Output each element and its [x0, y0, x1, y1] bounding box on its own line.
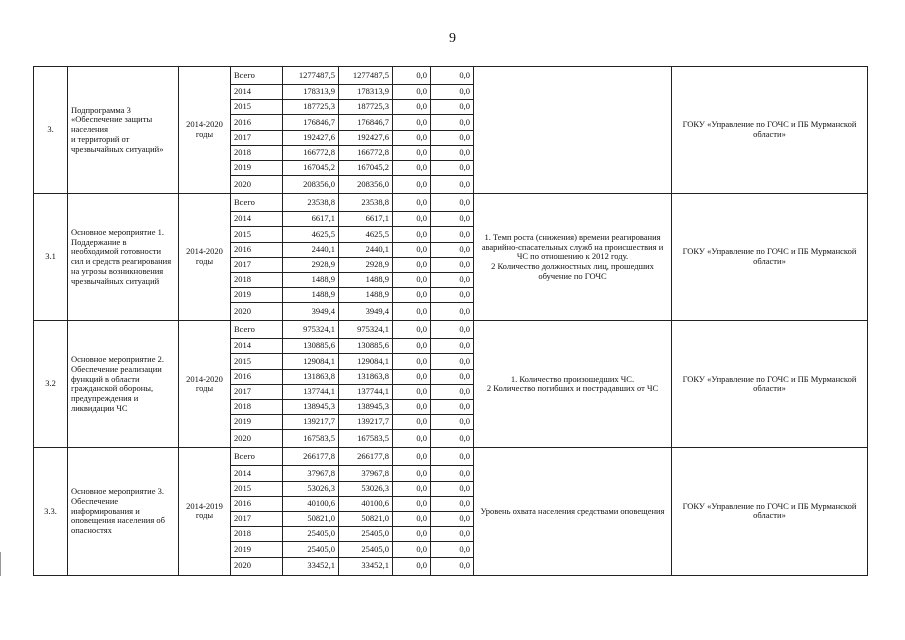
- federal-cell: 0,0: [393, 242, 431, 257]
- regional-cell: 3949,4: [339, 303, 393, 321]
- total-cell: 137744,1: [283, 384, 339, 399]
- executor-cell: ГОКУ «Управление по ГОЧС и ПБ Мурманской области»: [672, 321, 868, 448]
- regional-cell: 167045,2: [339, 160, 393, 175]
- regional-cell: 139217,7: [339, 415, 393, 430]
- table-row: [34, 321, 868, 339]
- total-cell: 23538,8: [283, 194, 339, 212]
- other-cell: 0,0: [431, 542, 474, 557]
- indicators-cell: Уровень охвата населения средствами оповещения: [474, 448, 672, 575]
- year-cell: Всего: [231, 321, 283, 339]
- federal-cell: 0,0: [393, 321, 431, 339]
- total-cell: 3949,4: [283, 303, 339, 321]
- other-cell: 0,0: [431, 400, 474, 415]
- total-cell: 178313,9: [283, 85, 339, 100]
- regional-cell: 25405,0: [339, 542, 393, 557]
- item-period: 2014-2020 годы: [179, 67, 231, 194]
- item-number: 3.1: [34, 194, 68, 321]
- year-cell: 2017: [231, 130, 283, 145]
- total-cell: 1488,9: [283, 272, 339, 287]
- federal-cell: 0,0: [393, 145, 431, 160]
- federal-cell: 0,0: [393, 430, 431, 448]
- year-cell: 2014: [231, 466, 283, 481]
- federal-cell: 0,0: [393, 85, 431, 100]
- regional-cell: 37967,8: [339, 466, 393, 481]
- year-cell: 2017: [231, 384, 283, 399]
- regional-cell: 53026,3: [339, 481, 393, 496]
- regional-cell: 975324,1: [339, 321, 393, 339]
- regional-cell: 4625,5: [339, 227, 393, 242]
- other-cell: 0,0: [431, 67, 474, 85]
- other-cell: 0,0: [431, 303, 474, 321]
- year-cell: 2019: [231, 288, 283, 303]
- federal-cell: 0,0: [393, 257, 431, 272]
- federal-cell: 0,0: [393, 67, 431, 85]
- federal-cell: 0,0: [393, 115, 431, 130]
- total-cell: 33452,1: [283, 557, 339, 575]
- total-cell: 53026,3: [283, 481, 339, 496]
- federal-cell: 0,0: [393, 288, 431, 303]
- year-cell: 2016: [231, 496, 283, 511]
- regional-cell: 25405,0: [339, 527, 393, 542]
- year-cell: Всего: [231, 448, 283, 466]
- regional-cell: 131863,8: [339, 369, 393, 384]
- item-name: Подпрограмма 3 «Обеспечение защиты населения и территорий от чрезвычайных ситуаций»: [68, 67, 179, 194]
- other-cell: 0,0: [431, 160, 474, 175]
- total-cell: 139217,7: [283, 415, 339, 430]
- other-cell: 0,0: [431, 496, 474, 511]
- year-cell: 2020: [231, 303, 283, 321]
- other-cell: 0,0: [431, 212, 474, 227]
- total-cell: 2440,1: [283, 242, 339, 257]
- year-cell: 2014: [231, 212, 283, 227]
- total-cell: 208356,0: [283, 176, 339, 194]
- federal-cell: 0,0: [393, 369, 431, 384]
- total-cell: 2928,9: [283, 257, 339, 272]
- federal-cell: 0,0: [393, 100, 431, 115]
- total-cell: 167045,2: [283, 160, 339, 175]
- indicators-cell: [474, 67, 672, 194]
- regional-cell: 187725,3: [339, 100, 393, 115]
- year-cell: 2016: [231, 242, 283, 257]
- other-cell: 0,0: [431, 527, 474, 542]
- year-cell: 2016: [231, 369, 283, 384]
- item-number: 3.3.: [34, 448, 68, 575]
- margin-mark: [0, 552, 1, 576]
- item-name: Основное мероприятие 3. Обеспечение информирования и оповещения населения об опасностях: [68, 448, 179, 575]
- federal-cell: 0,0: [393, 194, 431, 212]
- federal-cell: 0,0: [393, 160, 431, 175]
- total-cell: 187725,3: [283, 100, 339, 115]
- other-cell: 0,0: [431, 242, 474, 257]
- other-cell: 0,0: [431, 115, 474, 130]
- year-cell: 2018: [231, 145, 283, 160]
- other-cell: 0,0: [431, 85, 474, 100]
- item-name: Основное мероприятие 1. Поддержание в необходимой готовности сил и средств реагирования на угрозы возникновения чрезвычайных ситуаций: [68, 194, 179, 321]
- other-cell: 0,0: [431, 257, 474, 272]
- total-cell: 40100,6: [283, 496, 339, 511]
- item-number: 3.2: [34, 321, 68, 448]
- regional-cell: 33452,1: [339, 557, 393, 575]
- executor-cell: ГОКУ «Управление по ГОЧС и ПБ Мурманской области»: [672, 448, 868, 575]
- executor-cell: ГОКУ «Управление по ГОЧС и ПБ Мурманской области»: [672, 194, 868, 321]
- regional-cell: 1488,9: [339, 272, 393, 287]
- regional-cell: 2928,9: [339, 257, 393, 272]
- item-number: 3.: [34, 67, 68, 194]
- other-cell: 0,0: [431, 321, 474, 339]
- total-cell: 192427,6: [283, 130, 339, 145]
- federal-cell: 0,0: [393, 212, 431, 227]
- table-row: [34, 67, 868, 85]
- federal-cell: 0,0: [393, 130, 431, 145]
- other-cell: 0,0: [431, 511, 474, 526]
- year-cell: 2015: [231, 100, 283, 115]
- other-cell: 0,0: [431, 100, 474, 115]
- executor-cell: ГОКУ «Управление по ГОЧС и ПБ Мурманской области»: [672, 67, 868, 194]
- total-cell: 1277487,5: [283, 67, 339, 85]
- other-cell: 0,0: [431, 227, 474, 242]
- other-cell: 0,0: [431, 557, 474, 575]
- total-cell: 975324,1: [283, 321, 339, 339]
- other-cell: 0,0: [431, 176, 474, 194]
- year-cell: 2017: [231, 511, 283, 526]
- year-cell: Всего: [231, 194, 283, 212]
- total-cell: 6617,1: [283, 212, 339, 227]
- regional-cell: 130885,6: [339, 339, 393, 354]
- indicators-cell: 1. Количество произошедших ЧС. 2 Количество погибших и пострадавших от ЧС: [474, 321, 672, 448]
- year-cell: 2018: [231, 527, 283, 542]
- federal-cell: 0,0: [393, 303, 431, 321]
- year-cell: 2020: [231, 176, 283, 194]
- federal-cell: 0,0: [393, 542, 431, 557]
- year-cell: 2014: [231, 85, 283, 100]
- regional-cell: 1277487,5: [339, 67, 393, 85]
- regional-cell: 129084,1: [339, 354, 393, 369]
- federal-cell: 0,0: [393, 339, 431, 354]
- regional-cell: 1488,9: [339, 288, 393, 303]
- other-cell: 0,0: [431, 430, 474, 448]
- regional-cell: 167583,5: [339, 430, 393, 448]
- federal-cell: 0,0: [393, 272, 431, 287]
- item-period: 2014-2019 годы: [179, 448, 231, 575]
- year-cell: 2020: [231, 430, 283, 448]
- other-cell: 0,0: [431, 272, 474, 287]
- year-cell: 2019: [231, 542, 283, 557]
- year-cell: 2018: [231, 400, 283, 415]
- total-cell: 37967,8: [283, 466, 339, 481]
- item-period: 2014-2020 годы: [179, 321, 231, 448]
- year-cell: 2015: [231, 481, 283, 496]
- year-cell: 2019: [231, 415, 283, 430]
- total-cell: 176846,7: [283, 115, 339, 130]
- year-cell: 2014: [231, 339, 283, 354]
- year-cell: 2015: [231, 227, 283, 242]
- regional-cell: 192427,6: [339, 130, 393, 145]
- indicators-cell: 1. Темп роста (снижения) времени реагирования аварийно-спасательных служб на происшествия и ЧС по отношению к 2012 году. 2 Количество должностных лиц, прошедших обучение по ГОЧС: [474, 194, 672, 321]
- total-cell: 166772,8: [283, 145, 339, 160]
- total-cell: 25405,0: [283, 527, 339, 542]
- table-body: [34, 67, 868, 576]
- regional-cell: 208356,0: [339, 176, 393, 194]
- federal-cell: 0,0: [393, 511, 431, 526]
- table-row: [34, 448, 868, 466]
- regional-cell: 178313,9: [339, 85, 393, 100]
- other-cell: 0,0: [431, 369, 474, 384]
- other-cell: 0,0: [431, 384, 474, 399]
- other-cell: 0,0: [431, 415, 474, 430]
- other-cell: 0,0: [431, 354, 474, 369]
- regional-cell: 137744,1: [339, 384, 393, 399]
- other-cell: 0,0: [431, 339, 474, 354]
- year-cell: 2016: [231, 115, 283, 130]
- total-cell: 25405,0: [283, 542, 339, 557]
- other-cell: 0,0: [431, 288, 474, 303]
- total-cell: 167583,5: [283, 430, 339, 448]
- regional-cell: 40100,6: [339, 496, 393, 511]
- other-cell: 0,0: [431, 130, 474, 145]
- total-cell: 4625,5: [283, 227, 339, 242]
- total-cell: 50821,0: [283, 511, 339, 526]
- year-cell: 2018: [231, 272, 283, 287]
- total-cell: 1488,9: [283, 288, 339, 303]
- total-cell: 129084,1: [283, 354, 339, 369]
- total-cell: 130885,6: [283, 339, 339, 354]
- year-cell: Всего: [231, 67, 283, 85]
- federal-cell: 0,0: [393, 415, 431, 430]
- year-cell: 2019: [231, 160, 283, 175]
- regional-cell: 50821,0: [339, 511, 393, 526]
- item-period: 2014-2020 годы: [179, 194, 231, 321]
- other-cell: 0,0: [431, 194, 474, 212]
- year-cell: 2017: [231, 257, 283, 272]
- other-cell: 0,0: [431, 448, 474, 466]
- federal-cell: 0,0: [393, 496, 431, 511]
- federal-cell: 0,0: [393, 227, 431, 242]
- table-row: [34, 194, 868, 212]
- regional-cell: 2440,1: [339, 242, 393, 257]
- regional-cell: 176846,7: [339, 115, 393, 130]
- year-cell: 2015: [231, 354, 283, 369]
- total-cell: 138945,3: [283, 400, 339, 415]
- federal-cell: 0,0: [393, 527, 431, 542]
- item-name: Основное мероприятие 2. Обеспечение реализации функций в области гражданской обороны, предупреждения и ликвидации ЧС: [68, 321, 179, 448]
- federal-cell: 0,0: [393, 384, 431, 399]
- federal-cell: 0,0: [393, 176, 431, 194]
- regional-cell: 23538,8: [339, 194, 393, 212]
- federal-cell: 0,0: [393, 557, 431, 575]
- total-cell: 131863,8: [283, 369, 339, 384]
- federal-cell: 0,0: [393, 466, 431, 481]
- federal-cell: 0,0: [393, 354, 431, 369]
- other-cell: 0,0: [431, 481, 474, 496]
- regional-cell: 6617,1: [339, 212, 393, 227]
- federal-cell: 0,0: [393, 448, 431, 466]
- federal-cell: 0,0: [393, 400, 431, 415]
- regional-cell: 266177,8: [339, 448, 393, 466]
- regional-cell: 138945,3: [339, 400, 393, 415]
- page-number: 9: [449, 31, 456, 46]
- federal-cell: 0,0: [393, 481, 431, 496]
- year-cell: 2020: [231, 557, 283, 575]
- other-cell: 0,0: [431, 145, 474, 160]
- regional-cell: 166772,8: [339, 145, 393, 160]
- program-table: [33, 66, 868, 576]
- other-cell: 0,0: [431, 466, 474, 481]
- total-cell: 266177,8: [283, 448, 339, 466]
